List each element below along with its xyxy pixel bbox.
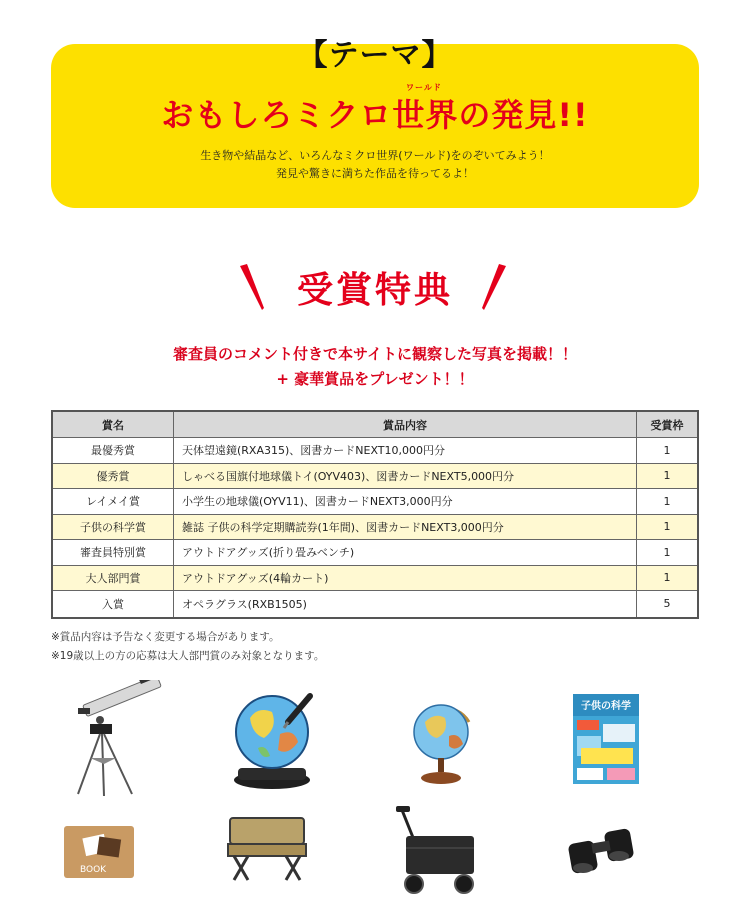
table-row (53, 489, 697, 515)
award-name: 優秀賞 (53, 464, 174, 490)
table-header-row (53, 412, 697, 438)
table-row (53, 591, 697, 617)
award-description-line2: + 豪華賞品をプレゼント！！ (276, 370, 474, 388)
prize-content: 小学生の地球儀(OYV11)、図書カードNEXT3,000円分 (174, 489, 637, 515)
award-name: 最優秀賞 (53, 438, 174, 464)
winner-count: 1 (637, 489, 697, 515)
prize-content: アウトドアグッズ(4輪カート) (174, 566, 637, 592)
header-prize-content: 賞品内容 (174, 412, 637, 438)
prize-content: アウトドアグッズ(折り畳みベンチ) (174, 540, 637, 566)
winner-count: 5 (663, 597, 671, 611)
award-name: レイメイ賞 (53, 489, 174, 515)
book-card-label: BOOK (80, 865, 107, 875)
opera-glasses-image (568, 824, 636, 878)
table-row (53, 438, 697, 464)
table-row (53, 566, 697, 592)
note-line: ※19歳以上の方の応募は大人部門賞のみ対象となります。 (51, 650, 325, 662)
award-name: 審査員特別賞 (53, 540, 174, 566)
winner-count: 1 (637, 540, 697, 566)
prize-table (51, 410, 699, 619)
four-wheel-cart-image (392, 806, 482, 898)
award-heading: 受賞特典 (296, 270, 453, 311)
notes (51, 628, 324, 666)
table-row (53, 464, 697, 490)
award-name: 子供の科学賞 (53, 515, 174, 541)
winner-count: 1 (637, 464, 697, 490)
theme-ruby: ワールド (406, 83, 442, 92)
theme-description (0, 147, 750, 183)
prize-content: しゃべる国旗付地球儀トイ(OYV403)、図書カードNEXT5,000円分 (174, 464, 637, 490)
talking-globe-image (224, 688, 334, 792)
award-description-line1: 審査員のコメント付きで本サイトに観察した写真を掲載！！ (173, 345, 577, 363)
folding-bench-image (222, 812, 312, 884)
magazine-title: 子供の科学 (581, 701, 631, 712)
theme-title: おもしろミクロ世界の発見!! (161, 96, 589, 134)
table-row (53, 515, 697, 541)
header-winner-count: 受賞枠 (637, 412, 697, 438)
award-name: 大人部門賞 (53, 566, 174, 592)
theme-description-line: 発見や驚きに満ちた作品を待ってるよ！ (276, 167, 474, 180)
award-name: 入賞 (53, 591, 174, 617)
note-line: ※賞品内容は予告なく変更する場合があります。 (51, 631, 280, 643)
prize-content: オペラグラス(RXB1505) (174, 591, 637, 617)
header-award-name: 賞名 (53, 412, 174, 438)
table-row (53, 540, 697, 566)
winner-count: 1 (637, 515, 697, 541)
magazine-cover-image (573, 694, 639, 784)
book-card-image (64, 826, 134, 878)
prize-content: 天体望遠鏡(RXA315)、図書カードNEXT10,000円分 (174, 438, 637, 464)
slash-decoration-right-icon (478, 262, 508, 312)
student-globe-image (405, 696, 481, 788)
theme-label: 【テーマ】 (297, 38, 453, 73)
winner-count: 1 (637, 566, 697, 592)
prize-content: 雑誌 子供の科学定期購読券(1年間)、図書カードNEXT3,000円分 (174, 515, 637, 541)
winner-count: 1 (637, 438, 697, 464)
theme-description-line: 生き物や結晶など、いろんなミクロ世界(ワールド)をのぞいてみよう！ (200, 149, 550, 162)
telescope-image (60, 680, 170, 800)
